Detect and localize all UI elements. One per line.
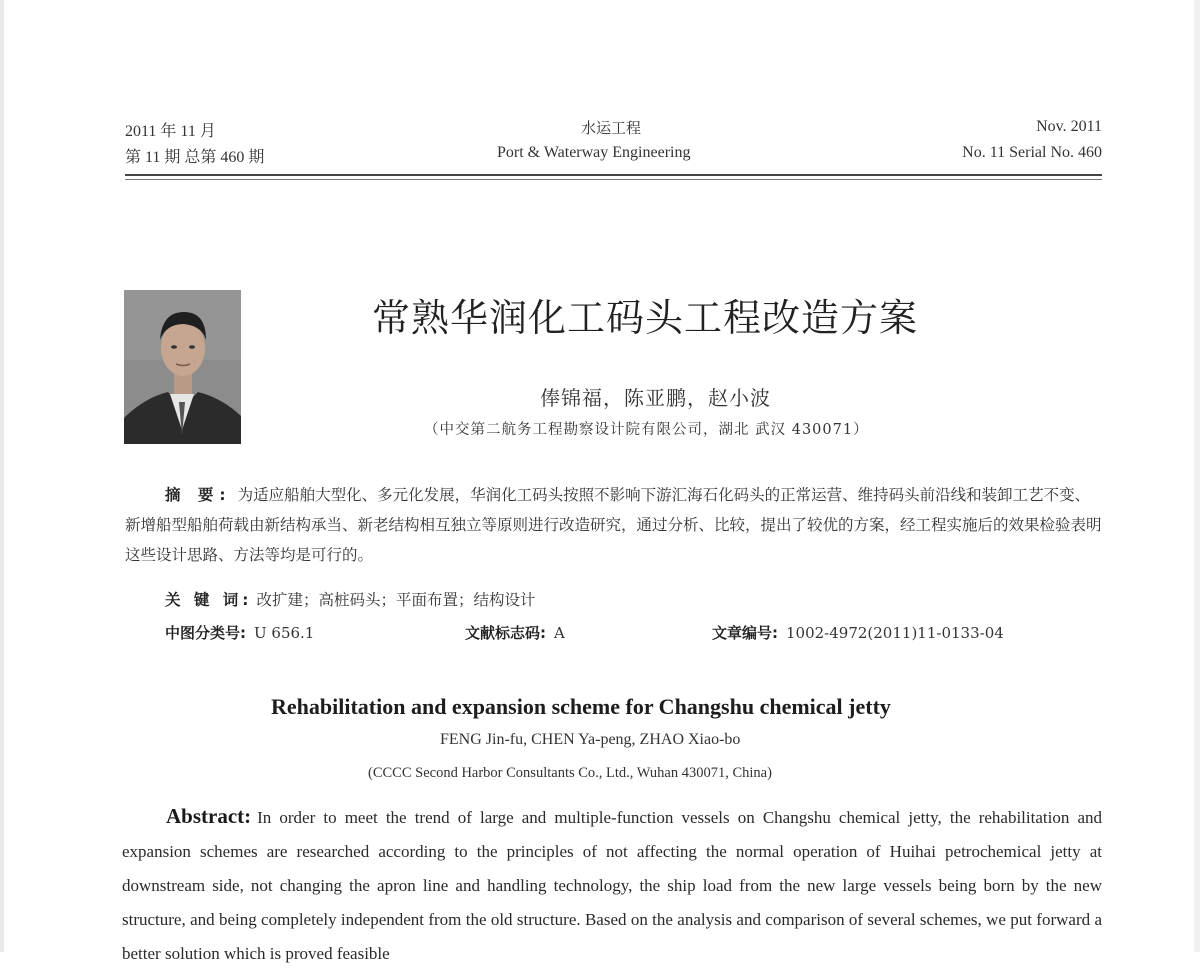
authors-en: FENG Jin-fu, CHEN Ya-peng, ZHAO Xiao-bo: [440, 731, 741, 748]
abstract-cn-label: 摘 要:: [165, 486, 232, 504]
keywords-cn: [165, 588, 536, 610]
page-left-edge: [0, 0, 4, 952]
page-right-edge: [1194, 0, 1200, 952]
abstract-cn: [125, 480, 1105, 570]
header-journal-en: Port & Waterway Engineering: [497, 144, 691, 161]
abstract-en-text: In order to meet the trend of large and multiple-function vessels on Changshu chemical jetty, the rehabilitation and expansion schemes are researched according to the principles of not affecting the normal operation of Huihai petrochemical jetty at downstream side, not changing the apron line and handling technology, the ship load from the new large vessels being born by the new structure, and being completely independent from the old structure. Based on the analysis and comparison of several schemes, we put forward a better solution which is proved feasible: [122, 808, 1102, 963]
header-issue-en: No. 11 Serial No. 460: [962, 144, 1102, 161]
abstract-en-label: Abstract:: [166, 804, 252, 828]
abstract-en: [122, 799, 1102, 971]
keywords-cn-label: 关 键 词:: [165, 591, 253, 609]
article-id-value: 1002-4972(2011)11-0133-04: [786, 624, 1004, 642]
document-code-label: 文献标志码:: [465, 624, 546, 642]
clc-value: U 656.1: [254, 624, 315, 642]
keywords-cn-text: 改扩建；高桩码头；平面布置；结构设计: [256, 591, 536, 609]
paper-title-cn: 常熟华润化工码头工程改造方案: [372, 296, 919, 340]
author-photo: [124, 290, 241, 444]
authors-cn: 俸锦福，陈亚鹏，赵小波: [540, 386, 771, 410]
header-journal-cn: 水运工程: [581, 121, 642, 137]
affiliation-cn: （中交第二航务工程勘察设计院有限公司，湖北 武汉 430071）: [424, 422, 869, 438]
clc-number: [165, 622, 314, 643]
document-code: [465, 622, 565, 643]
header-date-cn: 2011 年 11 月: [125, 123, 216, 140]
header-rule-thin: [125, 179, 1102, 180]
clc-label: 中图分类号:: [165, 624, 246, 642]
paper-title-en: Rehabilitation and expansion scheme for Changshu chemical jetty: [271, 694, 891, 719]
affiliation-en: (CCCC Second Harbor Consultants Co., Ltd., Wuhan 430071, China): [368, 765, 772, 781]
header-date-en: Nov. 2011: [1036, 118, 1102, 135]
article-id: [712, 622, 1004, 643]
abstract-cn-text: 为适应船舶大型化、多元化发展，华润化工码头按照不影响下游汇海石化码头的正常运营、维持码头前沿线和装卸工艺不变、新增船型船舶荷载由新结构承当、新老结构相互独立等原则进行改造研究，通过分析、比较，提出了较优的方案，经工程实施后的效果检验表明这些设计思路、方法等均是可行的。: [125, 486, 1102, 564]
article-id-label: 文章编号:: [712, 624, 778, 642]
header-issue-cn: 第 11 期 总第 460 期: [125, 149, 265, 166]
document-code-value: A: [554, 624, 565, 642]
header-rule-thick: [125, 174, 1102, 176]
